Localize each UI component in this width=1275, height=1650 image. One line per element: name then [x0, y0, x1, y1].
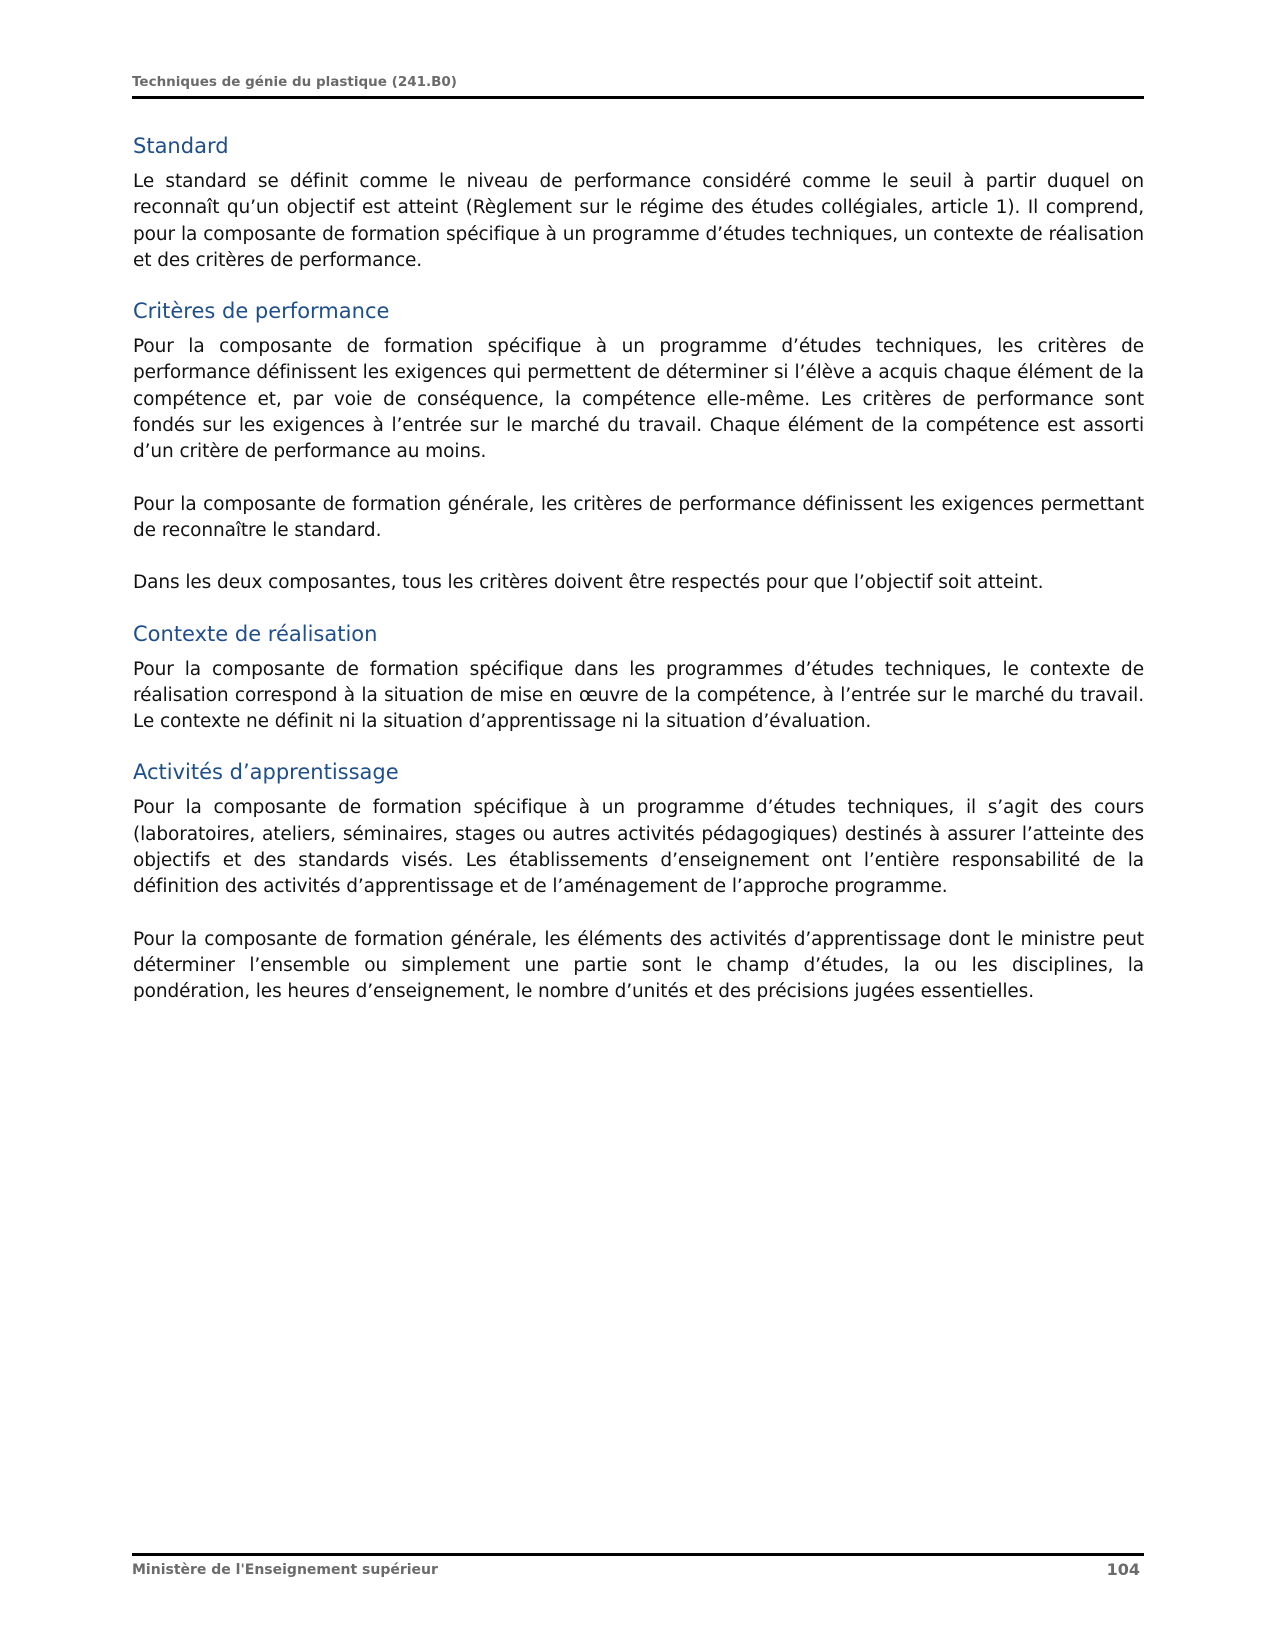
paragraph-activites-1: Pour la composante de formation spécifique à un programme d’études techniques, il s’agit des cours (laboratoires, ateliers, séminaires, stages ou autres activités pédagogiques) destinés à assurer l’atteinte des objectifs et des standards visés. Les établissements d’enseignement ont l’entière responsabilité de la définition des activités d’apprentissage et de l’aménagement de l’approche programme. [133, 797, 1144, 898]
section-activites-d-apprentissage [133, 757, 1144, 1005]
paragraph-contexte-1: Pour la composante de formation spécifique dans les programmes d’études techniques, le contexte de réalisation correspond à la situation de mise en œuvre de la compétence, à l’entrée sur le marché du travail. Le contexte ne définit ni la situation d’apprentissage ni la situation d’évaluation. [133, 658, 1144, 733]
section-criteres-de-performance [133, 296, 1144, 596]
page-content [133, 131, 1144, 1006]
footer-ministry: Ministère de l'Enseignement supérieur [132, 1562, 438, 1578]
heading-standard: Standard [133, 134, 229, 158]
page-header [132, 72, 1144, 99]
section-contexte-de-realisation [133, 619, 1144, 736]
paragraph-criteres-1: Pour la composante de formation spécifique à un programme d’études techniques, les critères de performance définissent les exigences qui permettent de déterminer si l’élève a acquis chaque élément de la compétence et, par voie de conséquence, la compétence elle-même. Les critères de performance sont fondés sur les exigences à l’entrée sur le marché du travail. Chaque élément de la compétence est assorti d’un critère de performance au moins. [133, 336, 1144, 463]
section-standard [133, 131, 1144, 274]
page-footer [132, 1553, 1144, 1586]
heading-activites-d-apprentissage: Activités d’apprentissage [133, 760, 399, 785]
page-number: 104 [1106, 1560, 1140, 1579]
running-header-title: Techniques de génie du plastique (241.B0) [132, 74, 457, 90]
paragraph-activites-2: Pour la composante de formation générale, les éléments des activités d’apprentissage dont le ministre peut déterminer l’ensemble ou simplement une partie sont le champ d’études, la ou les disciplines, la pondération, les heures d’enseignement, le nombre d’unités et des précisions jugées essentielles. [133, 928, 1144, 1003]
paragraph-criteres-3: Dans les deux composantes, tous les critères doivent être respectés pour que l’objectif soit atteint. [133, 572, 1044, 594]
heading-contexte-de-realisation: Contexte de réalisation [133, 621, 378, 646]
paragraph-criteres-2: Pour la composante de formation générale, les critères de performance définissent les exigences permettant de reconnaître le standard. [133, 493, 1144, 541]
paragraph-standard-1: Le standard se définit comme le niveau de performance considéré comme le seuil à partir duquel on reconnaît qu’un objectif est atteint (Règlement sur le régime des études collégiales, article 1). Il comprend, pour la composante de formation spécifique à un programme d’études techniques, un contexte de réalisation et des critères de performance. [133, 171, 1144, 271]
heading-criteres-de-performance: Critères de performance [133, 299, 390, 324]
